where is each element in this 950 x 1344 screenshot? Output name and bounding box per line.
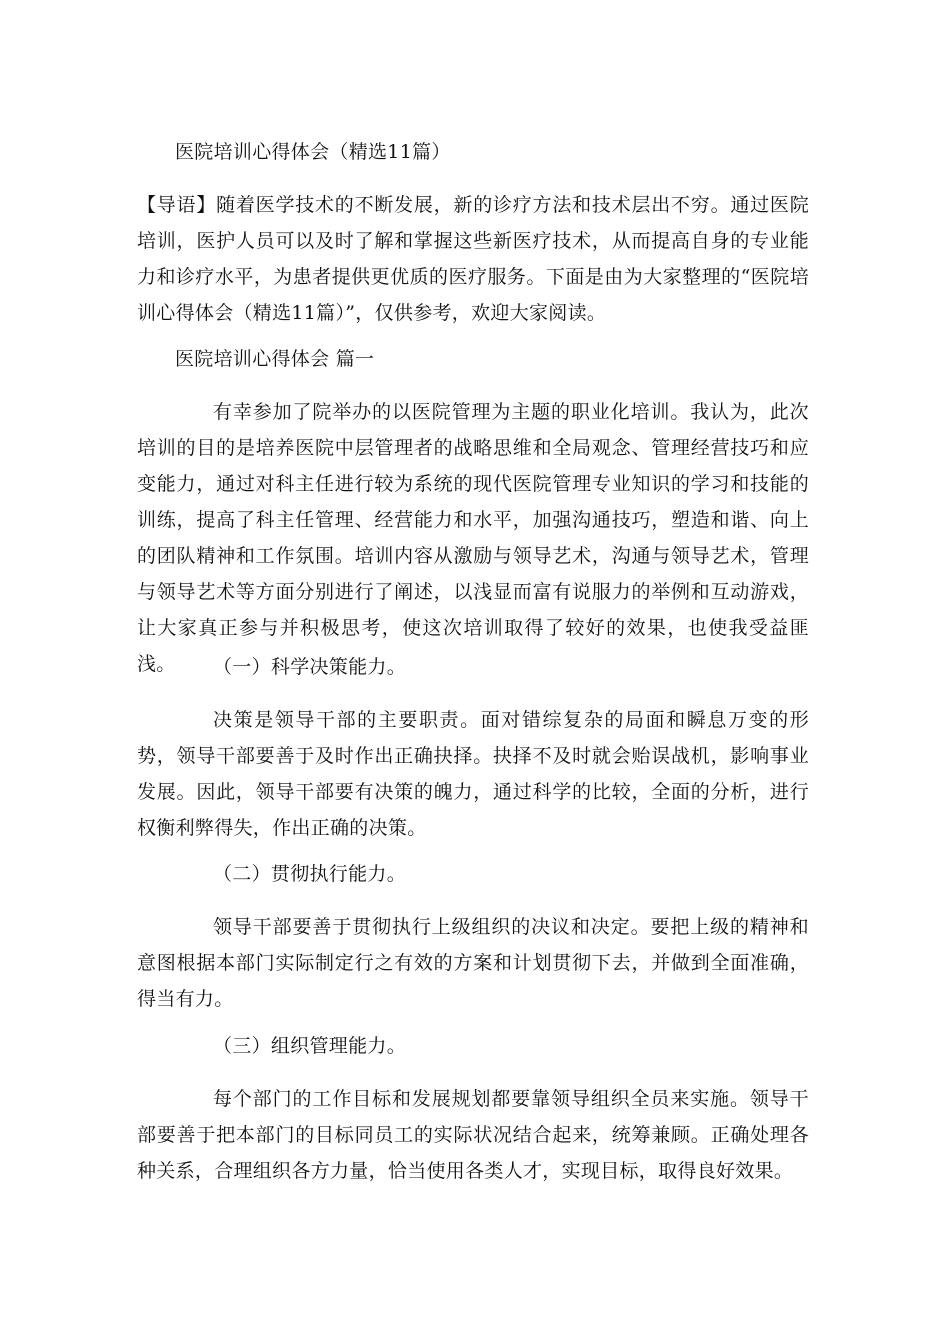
section-heading: 医院培训心得体会 篇一 xyxy=(175,348,375,370)
document-title: 医院培训心得体会（精选11篇） xyxy=(175,141,451,163)
body-paragraph-3: 领导干部要善于贯彻执行上级组织的决议和决定。要把上级的精神和意图根据本部门实际制定行之有效的方案和计划贯彻下去，并做到全面准确，得当有力。 xyxy=(137,916,809,1010)
subheading-management: （三）组织管理能力。 xyxy=(213,1035,407,1057)
body-paragraph-1: 有幸参加了院举办的以医院管理为主题的职业化培训。我认为，此次培训的目的是培养医院中层管理者的战略思维和全局观念、管理经营技巧和应变能力，通过对科主任进行较为系统的现代医院管理专业知识的学习和技能的训练，提高了科主任管理、经营能力和水平，加强沟通技巧，塑造和谐、向上的团队精神和工作氛围。培训内容从激励与领导艺术，沟通与领导艺术，管理与领导艺术等方面分别进行了阐述，以浅显而富有说服力的举例和互动游戏，让大家真正参与并积极思考，使这次培训取得了较好的效果，也使我受益匪浅。 xyxy=(137,401,809,675)
subheading-execution: （二）贯彻执行能力。 xyxy=(213,863,407,885)
intro-paragraph: 【导语】随着医学技术的不断发展，新的诊疗方法和技术层出不穷。通过医院培训，医护人员可以及时了解和掌握这些新医疗技术，从而提高自身的专业能力和诊疗水平，为患者提供更优质的医疗服务。下面是由为大家整理的“医院培训心得体会（精选11篇）”，仅供参考，欢迎大家阅读。 xyxy=(137,194,809,324)
subheading-decision: （一）科学决策能力。 xyxy=(213,656,407,678)
body-paragraph-4: 每个部门的工作目标和发展规划都要靠领导组织全员来实施。领导干部要善于把本部门的目标同员工的实际状况结合起来，统筹兼顾。正确处理各种关系，合理组织各方力量，恰当使用各类人才，实现目标，取得良好效果。 xyxy=(137,1088,809,1182)
body-paragraph-2: 决策是领导干部的主要职责。面对错综复杂的局面和瞬息万变的形势，领导干部要善于及时作出正确抉择。抉择不及时就会贻误战机，影响事业发展。因此，领导干部要有决策的魄力，通过科学的比较，全面的分析，进行权衡利弊得失，作出正确的决策。 xyxy=(137,709,809,839)
